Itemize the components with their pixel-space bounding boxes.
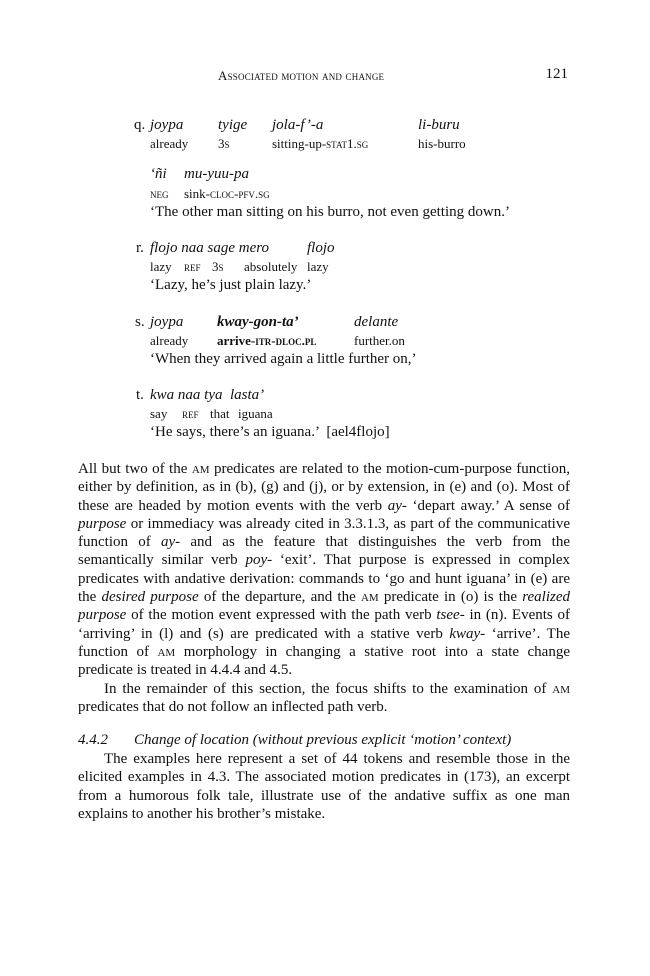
source-word: joypa: [150, 117, 184, 133]
gloss-word: neg: [150, 186, 169, 201]
gloss-part: sitting-up-: [272, 136, 327, 151]
source-word: kwa naa tya lasta’: [150, 387, 265, 403]
gloss-part: itr-dloc.pl: [255, 333, 317, 348]
gloss-word: his-burro: [418, 136, 466, 151]
source-word: kway-gon-ta’: [217, 314, 299, 330]
section-title: Change of location (without previous explicit ‘motion’ context): [134, 732, 512, 748]
paragraph: In the remainder of this section, the focus shifts to the examination of am predicates that do not follow an inflected path verb.: [78, 680, 570, 715]
gloss-word: absolutely: [244, 259, 298, 274]
gloss-word: further.on: [354, 333, 405, 348]
gloss-word: iguana: [238, 406, 273, 421]
page-number: 121: [545, 66, 568, 82]
gloss-part: stat1.sg: [326, 136, 369, 151]
gloss-word: 3s: [218, 136, 230, 151]
gloss-part: cloc-pfv.sg: [210, 186, 270, 201]
gloss-word: say: [150, 406, 168, 421]
source-word: flojo: [307, 240, 335, 256]
paragraph: All but two of the am predicates are related to the motion-cum-purpose function, either by definition, as in (b), (g) and (j), or by extension, in (e) and (o). Most of these are headed by motion events with the verb ay- ‘depart away.’ A sense of purpose or immediacy was already cited in 3.3.1.3, as part of the communicative function of ay- and as the feature that distinguishes the verb from the semantically similar verb poy- ‘exit’. That purpose is expressed in complex predicates with andative derivation: commands to ‘go and hunt iguana’ in (e) are the desired purpose of the departure, and the am predicate in (o) is the realized purpose of the motion event expressed with the path verb tsee- in (n). Events of ‘arriving’ in (l) and (s) are predicated with a stative verb kway- ‘arrive’. The function of am morphology in changing a stative root into a state change predicate is treated in 4.4.4 and 4.5.: [78, 461, 571, 679]
body-text-2: [78, 750, 570, 823]
gloss-part: sink-: [184, 186, 210, 201]
section-heading: [78, 732, 511, 749]
source-word: mu-yuu-pa: [184, 166, 249, 182]
gloss-word: ref: [184, 259, 201, 274]
source-word: jola-f’-a: [272, 117, 324, 133]
gloss-word: [184, 186, 270, 202]
gloss-word: ref: [182, 406, 199, 421]
example-label: q.: [134, 117, 146, 133]
gloss-word: already: [150, 333, 189, 348]
source-word: tyige: [218, 117, 248, 133]
free-translation: ‘Lazy, he’s just plain lazy.’: [150, 277, 312, 293]
gloss-word: that: [210, 406, 230, 421]
gloss-word: 3s: [212, 259, 224, 274]
running-title: Associated motion and change: [218, 68, 385, 83]
gloss-word: [217, 333, 316, 349]
source-word: joypa: [150, 314, 184, 330]
gloss-word: lazy: [307, 259, 329, 274]
source-word: flojo naa sage mero: [150, 240, 270, 256]
source-word: delante: [354, 314, 399, 330]
gloss-word: [272, 136, 368, 152]
source-word: li-buru: [418, 117, 460, 133]
gloss-word: lazy: [150, 259, 172, 274]
paragraph: The examples here represent a set of 44 tokens and resemble those in the elicited examples in 4.3. The associated motion predicates in (173), an excerpt from a humorous folk tale, illustrate use of the andative suffix as one man explains to another his brother’s mistake.: [78, 751, 570, 822]
free-translation: ‘He says, there’s an iguana.’ [ael4flojo]: [150, 424, 390, 440]
example-label: r.: [136, 240, 144, 256]
free-translation: ‘When they arrived again a little further on,’: [150, 351, 417, 367]
free-translation: ‘The other man sitting on his burro, not even getting down.’: [150, 204, 510, 220]
body-text: [78, 460, 570, 716]
example-label: s.: [135, 314, 145, 330]
running-header: [0, 68, 650, 88]
gloss-word: already: [150, 136, 189, 151]
gloss-part: arrive-: [217, 333, 256, 348]
section-number: 4.4.2: [78, 732, 108, 748]
source-word: ‘ñi: [150, 166, 167, 182]
example-label: t.: [136, 387, 144, 403]
